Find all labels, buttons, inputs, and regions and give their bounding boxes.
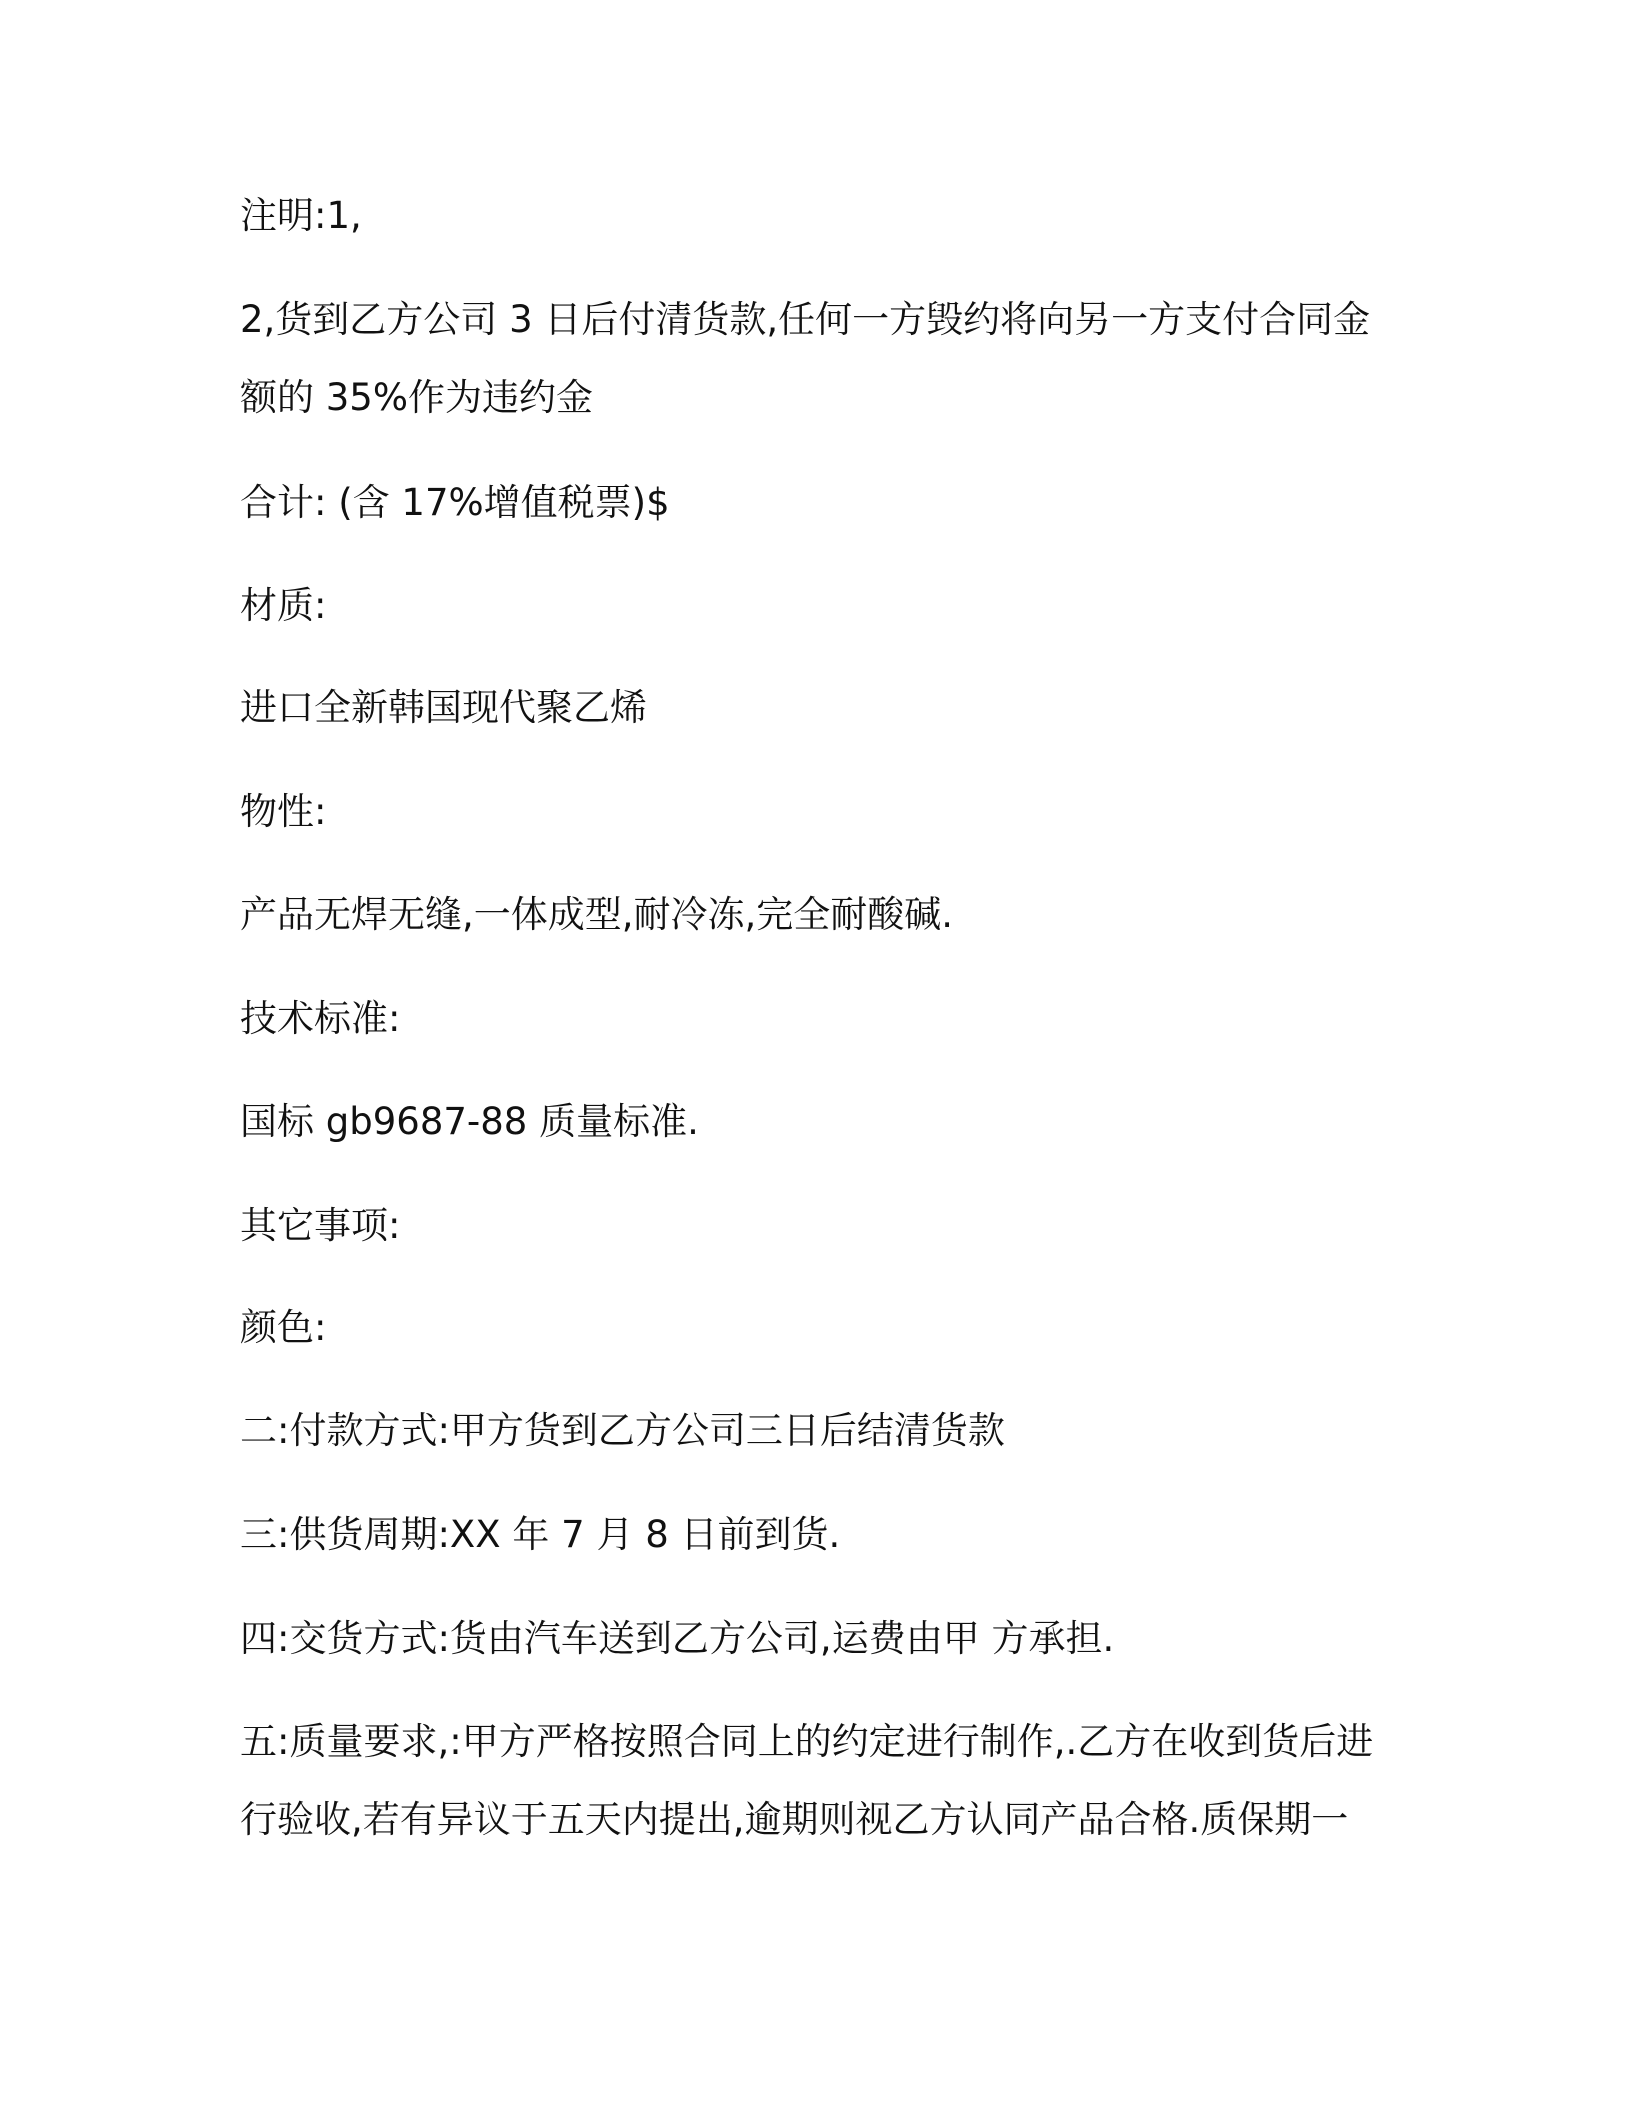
- payment-method-line: 二:付款方式:甲方货到乙方公司三日后结清货款: [240, 1409, 1005, 1452]
- other-matters-label: 其它事项:: [240, 1204, 401, 1247]
- quality-requirements-line-1: 五:质量要求,:甲方严格按照合同上的约定进行制作,.乙方在收到货后进: [240, 1720, 1374, 1763]
- supply-period-line: 三:供货周期:XX 年 7 月 8 日前到货.: [240, 1513, 841, 1556]
- properties-label: 物性:: [240, 790, 327, 833]
- note-item-2-line-2: 额的 35%作为违约金: [240, 376, 593, 419]
- technical-standard-value: 国标 gb9687-88 质量标准.: [240, 1100, 699, 1143]
- color-label: 颜色:: [240, 1306, 327, 1349]
- delivery-method-line: 四:交货方式:货由汽车送到乙方公司,运费由甲 方承担.: [240, 1617, 1115, 1660]
- technical-standard-label: 技术标准:: [240, 997, 401, 1040]
- material-label: 材质:: [240, 584, 327, 627]
- material-value: 进口全新韩国现代聚乙烯: [240, 686, 647, 729]
- note-item-2-line-1: 2,货到乙方公司 3 日后付清货款,任何一方毁约将向另一方支付合同金: [240, 298, 1371, 341]
- note-heading: 注明:1,: [240, 194, 362, 237]
- quality-requirements-line-2: 行验收,若有异议于五天内提出,逾期则视乙方认同产品合格.质保期一: [240, 1798, 1349, 1841]
- total-line: 合计: (含 17%增值税票)$: [240, 481, 670, 524]
- properties-value: 产品无焊无缝,一体成型,耐冷冻,完全耐酸碱.: [240, 893, 954, 936]
